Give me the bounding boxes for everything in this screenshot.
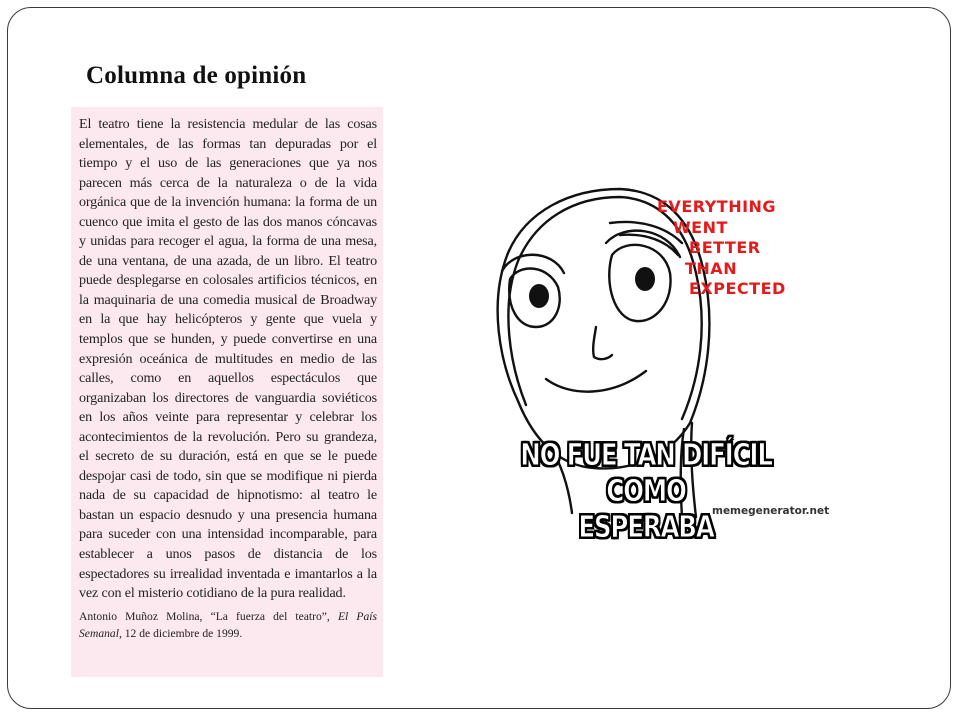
bottom-caption-line: NO FUE TAN DIFÍCIL COMO [520, 438, 772, 509]
top-caption-line: WENT [673, 217, 728, 237]
left-pupil [529, 284, 549, 308]
meme-watermark: memegenerator.net [712, 505, 830, 517]
top-caption-line: EVERYTHING [657, 197, 777, 216]
top-caption-line: EXPECTED [689, 279, 786, 298]
nose [593, 327, 612, 359]
slide-title: Columna de opinión [86, 62, 307, 89]
meme-image [460, 183, 832, 545]
article-citation [79, 608, 377, 642]
citation-author: Antonio Muñoz Molina, “La fuerza del teatro”, [79, 609, 330, 623]
citation-date: , 12 de diciembre de 1999. [118, 626, 243, 640]
mouth [546, 371, 646, 392]
meme-bottom-caption [493, 438, 798, 546]
meme-top-caption [653, 197, 786, 300]
citation-publication: El País Semanal [79, 609, 377, 640]
bottom-caption-line: ESPERABA [578, 510, 714, 545]
left-eyebrow [502, 255, 564, 273]
article-body: El teatro tiene la resistencia medular de las cosas elementales, de las formas tan depuradas por el tiempo y el uso de las generaciones que ya nos parecen más cerca de la naturaleza o de la vida orgánica que de la invención humana: la forma de un cuenco que imita el gesto de las dos manos cóncavas y unidas para recoger el agua, la forma de una mesa, de una ventana, de una azada, de un libro. El teatro puede desplegarse en colosales artificios técnicos, en la maquinaria de una comedia musical de Broadway en la que hay helicópteros y gente que vuela y templos que se hunden, y puede convertirse en una expresión oceánica de multitudes en medio de las calles, como en aquellos espectáculos que organizaban los directores de vanguardia soviéticos en los años veinte para representar y celebrar los acontecimientos de la revolución. Pero su grandeza, el secreto de su duración, está en que se le puede despojar casi de todo, sin que se modifique ni pierda nada de su capacidad de hipnotismo: al teatro le bastan un espacio desnudo y una presencia humana para suceder con una intensidad incomparable, para establecer a unos pasos de distancia de los espectadores su irrealidad inventada e imantarlos a la vez con el misterio cotidiano de la pura realidad. [79, 116, 377, 602]
opinion-article [71, 107, 383, 677]
top-caption-line: THAN [685, 258, 738, 278]
top-caption-line: BETTER [689, 238, 761, 257]
right-pupil [635, 267, 655, 291]
